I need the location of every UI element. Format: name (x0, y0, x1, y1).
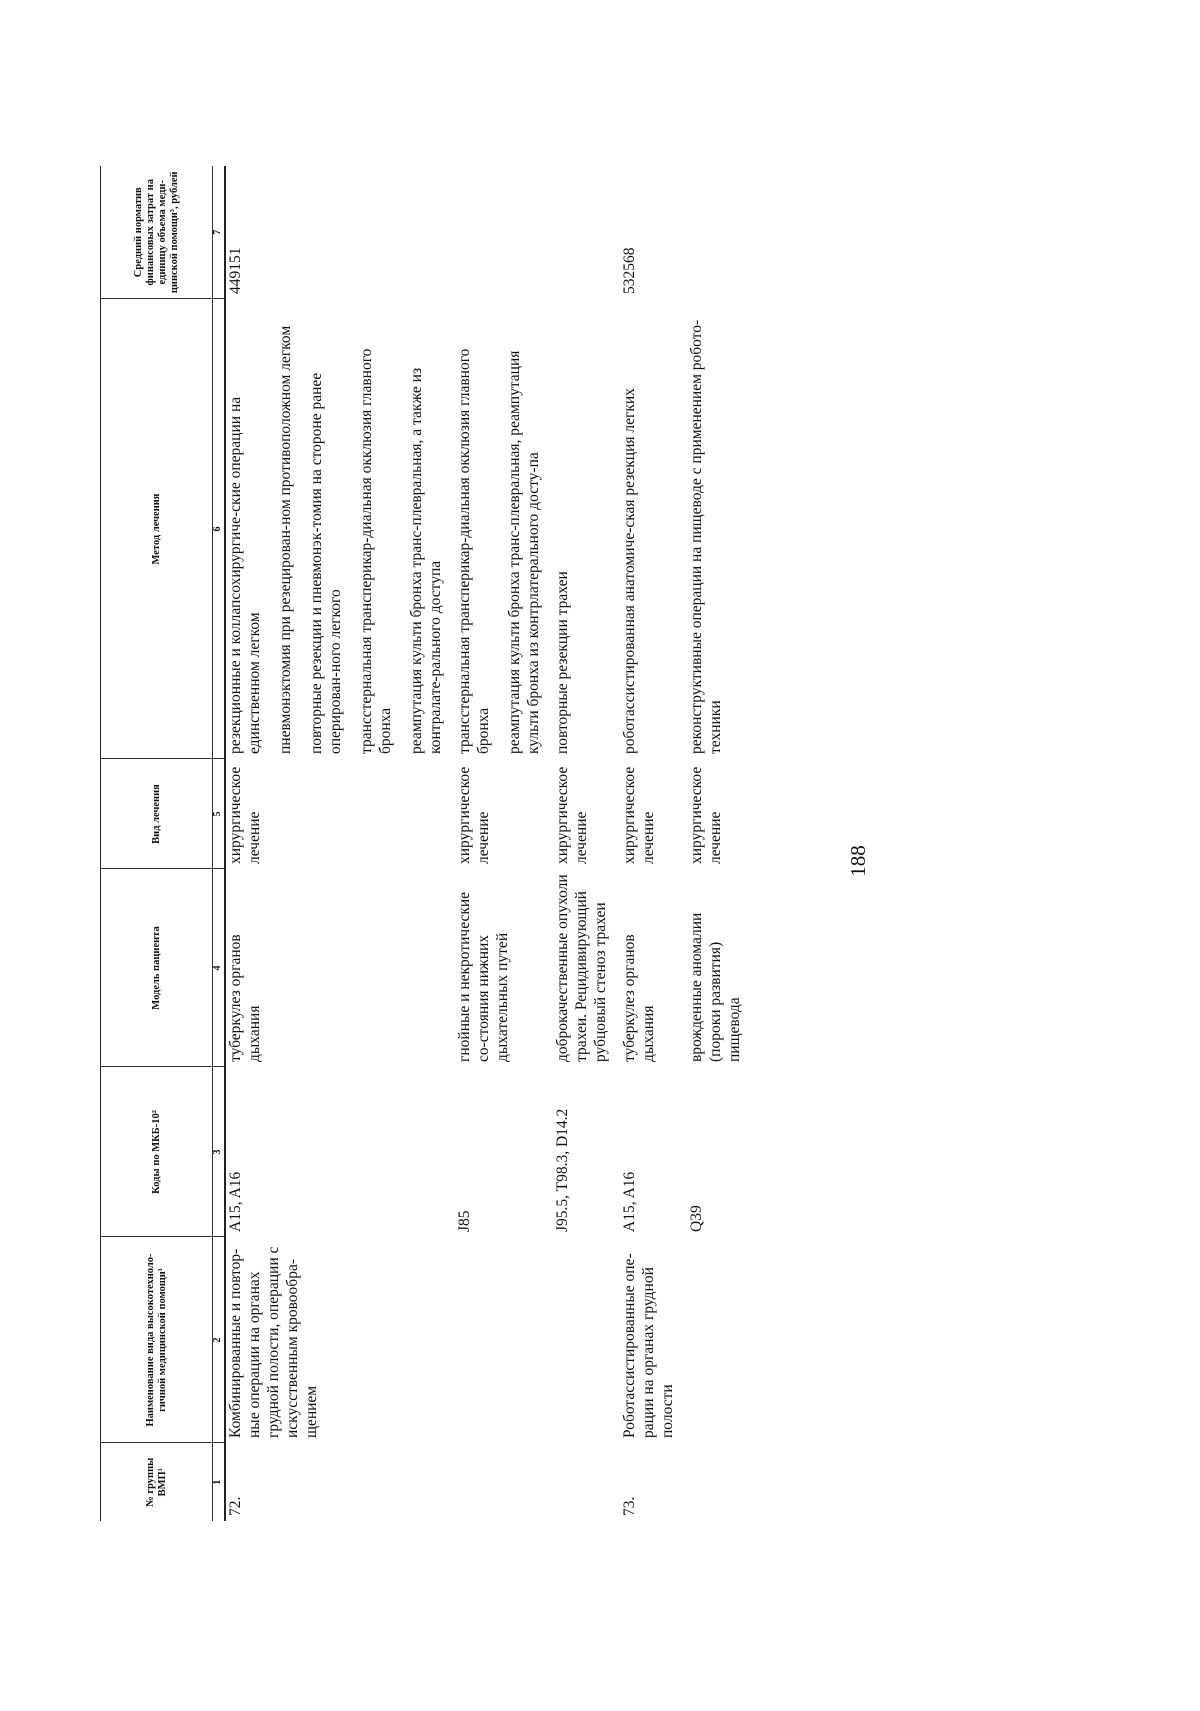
treatment-type: хирургическое лечение (227, 766, 263, 864)
cost-value (553, 166, 610, 299)
icd-codes: Q39 (688, 1205, 705, 1232)
header-method: Метод лечения (101, 299, 213, 759)
header-row (101, 166, 213, 1521)
vmp-name (455, 1237, 543, 1443)
treatment-methods (455, 299, 543, 759)
icd-codes: A15, A16 (621, 1171, 638, 1232)
icd-codes: A15, A16 (227, 1171, 244, 1232)
vmp-name: Роботассистированные опе-рации на органах грудной полости (621, 1253, 676, 1438)
patient-model: гнойные и некротические со-стояния нижних дыхательных путей (456, 891, 511, 1062)
column-number: 1 (213, 1443, 226, 1521)
header-group: № группы ВМП¹ (101, 1443, 213, 1521)
page-number: 188 (846, 845, 870, 877)
table-row (455, 166, 543, 1521)
method-item: повторные резекции и пневмонэк-томия на стороне ранее оперирован-ного легкого (308, 372, 344, 754)
method-item: резекционные и коллапсохирургиче-ские операции на единственном легком (227, 396, 263, 754)
cost-value (687, 166, 744, 299)
row-gap (543, 166, 553, 1521)
column-number-row (213, 166, 226, 1521)
header-name: Наименование вида высокотехноло-гичной медицинской помощи¹ (101, 1237, 213, 1443)
method-item: реконструктивные операции на пищеводе с применением робото-техники (688, 319, 724, 754)
vmp-table (100, 166, 744, 1521)
treatment-type: хирургическое лечение (688, 766, 724, 864)
table-row (225, 166, 445, 1521)
patient-model: доброкачественные опухоли трахеи. Рецидивирующий рубцовый стеноз трахеи (554, 874, 609, 1062)
row-gap (445, 166, 455, 1521)
header-model: Модель пациента (101, 869, 213, 1067)
treatment-methods (620, 299, 677, 759)
group-number (553, 1443, 610, 1521)
group-number: 72. (227, 1496, 244, 1516)
column-number: 6 (213, 299, 226, 759)
method-item: трансстернальная трансперикар-диальная окклюзия главного бронха (358, 348, 394, 754)
icd-codes: J95.5, T98.3, D14.2 (554, 1108, 571, 1232)
table-row (620, 166, 677, 1521)
column-number: 4 (213, 869, 226, 1067)
vmp-name (687, 1237, 744, 1443)
column-number: 3 (213, 1067, 226, 1237)
treatment-type: хирургическое лечение (621, 766, 657, 864)
header-cost: Средний норматив финансовых затрат на единицу объема меди-цинской помощи³, рублей (101, 166, 213, 299)
row-gap (677, 166, 687, 1521)
row-gap (610, 166, 620, 1521)
treatment-methods (687, 299, 744, 759)
method-item: трансстернальная трансперикар-диальная окклюзия главного бронха (456, 348, 492, 754)
icd-codes: J85 (456, 1210, 473, 1232)
patient-model: туберкулез органов дыхания (621, 934, 657, 1062)
treatment-methods (553, 299, 610, 759)
treatment-type: хирургическое лечение (456, 766, 492, 864)
method-item: роботассистированная анатомиче-ская резекция легких (621, 388, 638, 754)
vmp-name: Комбинированные и повтор-ные операции на органах грудной полости, операции с искусственным кровообра-щением (227, 1246, 320, 1438)
column-number: 5 (213, 759, 226, 869)
column-number: 7 (213, 166, 226, 299)
header-codes: Коды по МКБ-10² (101, 1067, 213, 1237)
group-number (455, 1443, 543, 1521)
method-item: реампутация культи бронха транс-плевральная, реампутация культи бронха из контрлатерального досту-па (506, 350, 542, 754)
treatment-type: хирургическое лечение (554, 766, 590, 864)
method-item: реампутация культи бронха транс-плевральная, а также из контралате-рального доступа (408, 367, 444, 754)
treatment-methods (225, 299, 445, 759)
patient-model: врожденные аномалии (пороки развития) пищевода (688, 912, 743, 1062)
group-number (687, 1443, 744, 1521)
cost-value (455, 166, 543, 299)
column-number: 2 (213, 1237, 226, 1443)
method-item: повторные резекции трахеи (554, 571, 571, 754)
header-treatment: Вид лечения (101, 759, 213, 869)
patient-model: туберкулез органов дыхания (227, 934, 263, 1062)
table-row (553, 166, 610, 1521)
group-number: 73. (621, 1496, 638, 1516)
cost-value: 449151 (227, 247, 244, 294)
table-row (687, 166, 744, 1521)
vmp-name (553, 1237, 610, 1443)
method-item: пневмонэктомия при резецирован-ном противоположном легком (277, 325, 294, 754)
cost-value: 532568 (621, 247, 638, 294)
